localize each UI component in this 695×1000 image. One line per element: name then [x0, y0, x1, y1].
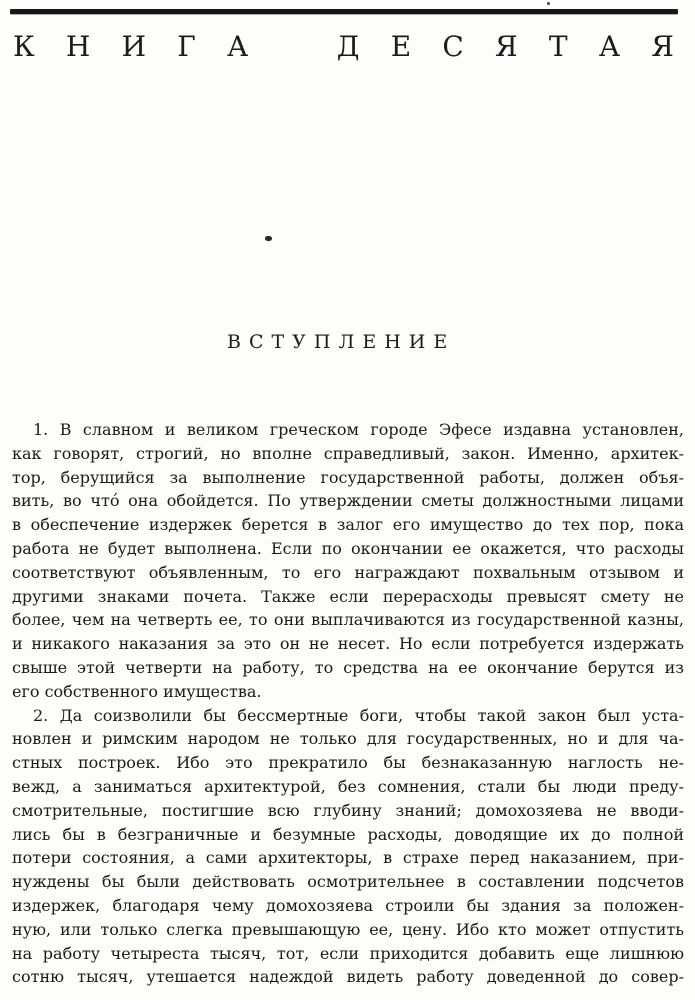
- text-line: как говорят, строгий, но вполне справедливый, закон. Именно, архитек-: [12, 443, 684, 463]
- paragraph-1: [12, 418, 684, 704]
- text-line: новлен и римским народом не только для государственных, но и для ча-: [12, 729, 684, 749]
- text-line: 1. В славном и великом греческом городе Эфесе издавна установлен,: [33, 420, 684, 439]
- text-line: и никакого наказания за это он не несет. Но если потребуется издержать: [12, 634, 684, 654]
- text-line: на работу четыреста тысяч, тот, если приходится добавить еще лишнюю: [12, 943, 684, 963]
- text-line: 2. Да соизволили бы бессмертные боги, чтобы такой закон был уста-: [33, 705, 684, 725]
- body-text: [12, 418, 684, 989]
- title-letter: С: [442, 30, 464, 63]
- text-line: более, чем на четверть ее, то они выплачиваются из государственной казны,: [12, 610, 684, 630]
- title-letter: Т: [548, 30, 568, 63]
- section-heading: ВСТУПЛЕНИЕ: [227, 331, 456, 353]
- ink-speck: [547, 2, 550, 5]
- text-line: тор, берущийся за выполнение государственной работы, должен объя-: [12, 467, 684, 487]
- text-line: другими знаками почета. Также если перерасходы превысят смету не: [12, 586, 684, 606]
- text-line: в обеспечение издержек берется в залог его имущество до тех пор, пока: [12, 515, 684, 535]
- text-line: работа не будет выполнена. Если по окончании ее окажется, что расходы: [12, 538, 684, 558]
- title-letter: Е: [390, 30, 412, 63]
- text-line: вежд, а заниматься архитектурой, без сомнения, стали бы люди преду-: [12, 776, 684, 796]
- title-letter: А: [598, 30, 621, 63]
- title-letter: Я: [495, 30, 518, 63]
- text-line: нуждены бы были действовать осмотрительнее в составлении подсчетов: [12, 872, 684, 892]
- text-line: сотню тысяч, утешается надеждой видеть работу доведенной до совер-: [12, 967, 684, 987]
- text-line: потери состояния, а сами архитекторы, в страхе перед наказанием, при-: [12, 848, 684, 868]
- text-line: смотрительные, постигшие всю глубину знаний; домохозяева не вводи-: [12, 800, 684, 820]
- paragraph-2: [12, 704, 684, 990]
- title-letter: А: [227, 30, 249, 63]
- ink-speck: [265, 236, 272, 241]
- text-line: свыше этой четверти на работу, то средства на ее окончание берутся из: [12, 657, 684, 677]
- title-letter: Д: [336, 30, 360, 63]
- text-line: ную, или только слегка превышающую ее, цену. Ибо кто может отпустить: [12, 919, 684, 939]
- text-line: стных построек. Ибо это прекратило бы безнаказанную наглость не-: [12, 753, 684, 773]
- book-title: [13, 30, 674, 63]
- title-letter: Я: [651, 30, 674, 63]
- title-letter: Г: [177, 30, 196, 63]
- text-line: вить, во что́ она обойдется. По утверждении сметы должностными лицами: [12, 491, 684, 511]
- title-letter: И: [121, 30, 146, 63]
- text-line: его собственного имущества.: [12, 681, 262, 701]
- text-line: издержек, благодаря чему домохозяева строили бы здания за положен-: [12, 895, 684, 915]
- top-rule: [10, 9, 678, 14]
- text-line: соответствуют объявленным, то его награждают похвальным отзывом и: [12, 562, 684, 582]
- text-line: лись бы в безграничные и безумные расходы, доводящие их до полной: [12, 824, 684, 844]
- title-letter: К: [13, 30, 35, 63]
- title-letter: Н: [65, 30, 91, 63]
